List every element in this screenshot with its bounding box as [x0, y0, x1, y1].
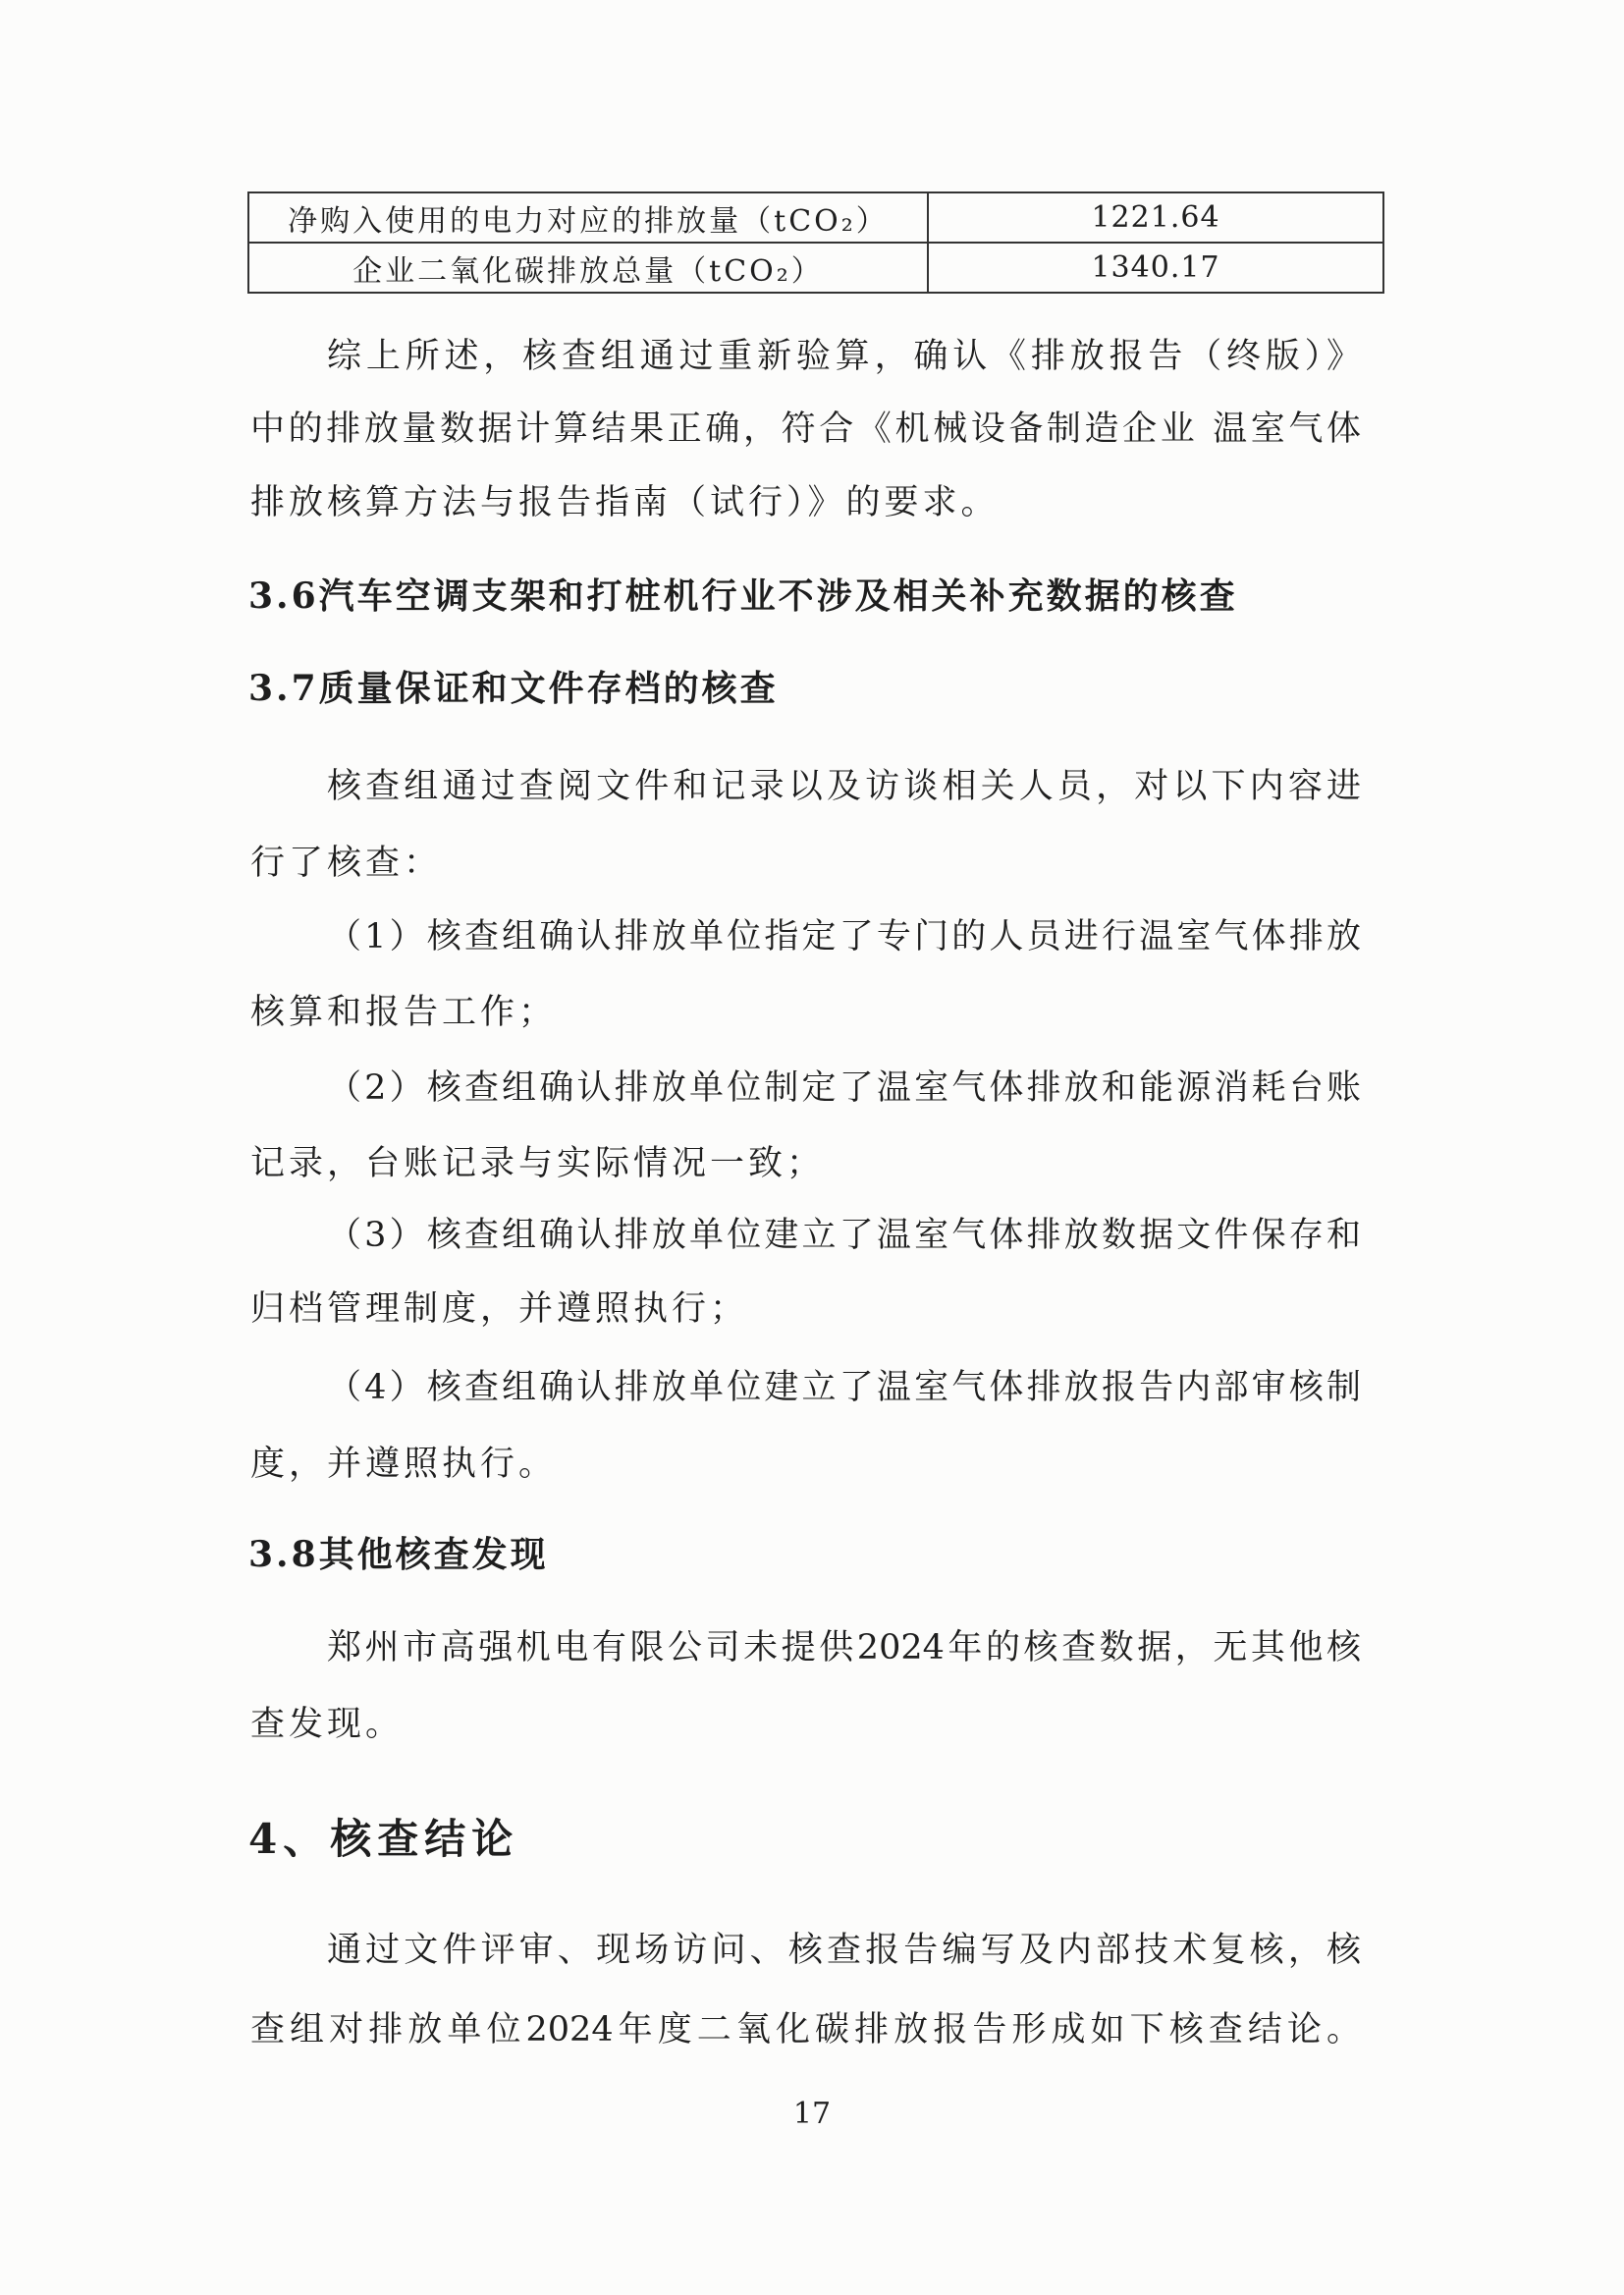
section-heading-3-6: 3.6汽车空调支架和打桩机行业不涉及相关补充数据的核查 [248, 575, 1238, 617]
list-item-line: （4）核查组确认排放单位建立了温室气体排放报告内部审核制 [327, 1368, 1361, 1407]
paragraph-line: 中的排放量数据计算结果正确，符合《机械设备制造企业 温室气体 [250, 410, 1361, 449]
list-item-line: 核算和报告工作； [250, 993, 558, 1032]
list-item-line: （3）核查组确认排放单位建立了温室气体排放数据文件保存和 [327, 1216, 1361, 1255]
paragraph-line: 查发现。 [250, 1705, 405, 1744]
list-item-line: 度，并遵照执行。 [250, 1445, 558, 1484]
paragraph-line: 通过文件评审、现场访问、核查报告编写及内部技术复核，核 [327, 1931, 1361, 1970]
table-row [248, 243, 1383, 293]
list-item-line: 归档管理制度，并遵照执行； [250, 1289, 749, 1329]
page-number: 17 [792, 2097, 832, 2131]
section-heading-3-8: 3.8其他核查发现 [248, 1534, 549, 1575]
paragraph-line: 核查组通过查阅文件和记录以及访谈相关人员，对以下内容进 [327, 767, 1361, 806]
table-cell-label: 净购入使用的电力对应的排放量（tCO₂） [248, 192, 928, 243]
paragraph-line: 排放核算方法与报告指南（试行）》的要求。 [250, 483, 1000, 522]
table-row [248, 192, 1383, 243]
section-heading-4: 4、核查结论 [248, 1815, 519, 1863]
paragraph-line: 查组对排放单位2024年度二氧化碳排放报告形成如下核查结论。 [250, 2010, 1361, 2049]
list-item-line: （1）核查组确认排放单位指定了专门的人员进行温室气体排放 [327, 917, 1361, 956]
emissions-table [247, 191, 1384, 294]
paragraph-line: 郑州市高强机电有限公司未提供2024年的核查数据，无其他核 [327, 1628, 1361, 1667]
paragraph-line: 综上所述，核查组通过重新验算，确认《排放报告（终版）》 [327, 337, 1361, 376]
list-item-line: （2）核查组确认排放单位制定了温室气体排放和能源消耗台账 [327, 1068, 1361, 1108]
section-heading-3-7: 3.7质量保证和文件存档的核查 [248, 668, 779, 709]
table-cell-value: 1221.64 [928, 192, 1383, 243]
paragraph-line: 行了核查： [250, 844, 443, 883]
table-cell-value: 1340.17 [928, 243, 1383, 293]
list-item-line: 记录，台账记录与实际情况一致； [250, 1144, 826, 1183]
table-cell-label: 企业二氧化碳排放总量（tCO₂） [248, 243, 928, 293]
